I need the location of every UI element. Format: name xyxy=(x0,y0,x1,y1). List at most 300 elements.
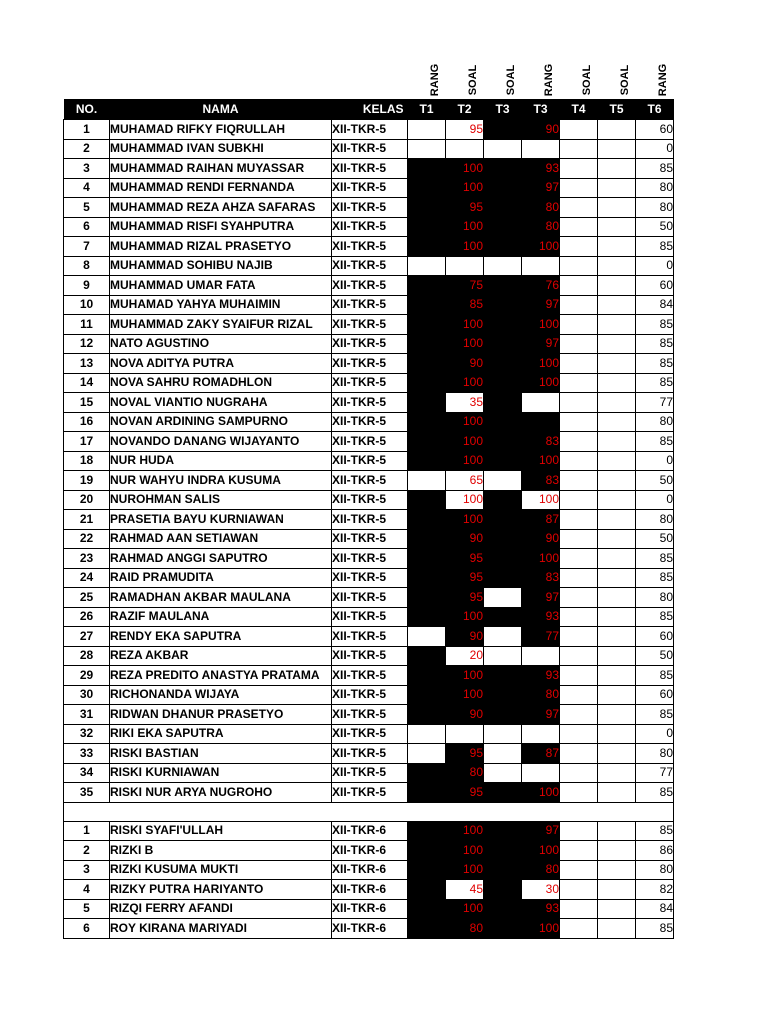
cell-t3 xyxy=(484,899,522,919)
cell-t1 xyxy=(408,627,446,647)
cell-t1 xyxy=(408,588,446,608)
score-t2: 95 xyxy=(446,120,484,140)
student-class: XII-TKR-5 xyxy=(332,666,408,686)
score-t2 xyxy=(446,724,484,744)
student-name: RENDY EKA SAPUTRA xyxy=(110,627,332,647)
score-t2: 100 xyxy=(446,373,484,393)
score-t6: 50 xyxy=(636,646,674,666)
table-row xyxy=(64,432,674,452)
cell-t3 xyxy=(484,373,522,393)
group-separator xyxy=(64,802,674,821)
score-t6: 84 xyxy=(636,899,674,919)
row-number: 35 xyxy=(64,783,110,803)
row-number: 13 xyxy=(64,354,110,374)
student-name: REZA AKBAR xyxy=(110,646,332,666)
cell-t3 xyxy=(484,412,522,432)
student-class: XII-TKR-5 xyxy=(332,373,408,393)
score-t6: 0 xyxy=(636,490,674,510)
student-class: XII-TKR-6 xyxy=(332,860,408,880)
score-t3: 80 xyxy=(522,685,560,705)
cell-t1 xyxy=(408,256,446,276)
score-t6: 80 xyxy=(636,744,674,764)
table-row xyxy=(64,744,674,764)
table-row xyxy=(64,821,674,841)
cell-t5 xyxy=(598,217,636,237)
cell-t1 xyxy=(408,919,446,939)
score-t3 xyxy=(522,256,560,276)
score-t2: 95 xyxy=(446,549,484,569)
cell-t5 xyxy=(598,178,636,198)
score-t2: 20 xyxy=(446,646,484,666)
table-row xyxy=(64,256,674,276)
score-t3: 30 xyxy=(522,880,560,900)
score-t3: 97 xyxy=(522,334,560,354)
row-number: 5 xyxy=(64,198,110,218)
cell-t1 xyxy=(408,841,446,861)
table-row xyxy=(64,295,674,315)
student-class: XII-TKR-6 xyxy=(332,841,408,861)
score-t2: 100 xyxy=(446,821,484,841)
score-t2: 95 xyxy=(446,568,484,588)
cell-t1 xyxy=(408,490,446,510)
row-number: 5 xyxy=(64,899,110,919)
row-number: 1 xyxy=(64,120,110,140)
student-class: XII-TKR-5 xyxy=(332,412,408,432)
cell-t4 xyxy=(560,237,598,257)
cell-t4 xyxy=(560,880,598,900)
score-t2: 100 xyxy=(446,860,484,880)
score-t6: 80 xyxy=(636,588,674,608)
cell-t4 xyxy=(560,334,598,354)
cell-t5 xyxy=(598,627,636,647)
cell-t4 xyxy=(560,763,598,783)
score-t2: 75 xyxy=(446,276,484,296)
score-t2: 90 xyxy=(446,529,484,549)
score-t3 xyxy=(522,646,560,666)
cell-t1 xyxy=(408,276,446,296)
cell-t3 xyxy=(484,139,522,159)
cell-t5 xyxy=(598,334,636,354)
header-kelas: KELAS xyxy=(332,99,408,120)
student-class: XII-TKR-5 xyxy=(332,237,408,257)
score-t3: 100 xyxy=(522,237,560,257)
score-t6: 0 xyxy=(636,451,674,471)
table-row xyxy=(64,276,674,296)
row-number: 3 xyxy=(64,159,110,179)
cell-t5 xyxy=(598,880,636,900)
score-t3: 97 xyxy=(522,705,560,725)
cell-t5 xyxy=(598,354,636,374)
cell-t5 xyxy=(598,744,636,764)
student-name: RICHONANDA WIJAYA xyxy=(110,685,332,705)
student-name: RIZKY PUTRA HARIYANTO xyxy=(110,880,332,900)
student-name: ROY KIRANA MARIYADI xyxy=(110,919,332,939)
student-name: RAMADHAN AKBAR MAULANA xyxy=(110,588,332,608)
student-name: MUHAMAD RIFKY FIQRULLAH xyxy=(110,120,332,140)
score-t6: 85 xyxy=(636,705,674,725)
header-t4: T4 xyxy=(560,99,598,120)
cell-t1 xyxy=(408,139,446,159)
table-row xyxy=(64,412,674,432)
score-t3: 100 xyxy=(522,373,560,393)
cell-t4 xyxy=(560,295,598,315)
row-number: 32 xyxy=(64,724,110,744)
cell-t5 xyxy=(598,510,636,530)
score-t6: 77 xyxy=(636,393,674,413)
student-name: MUHAMMAD UMAR FATA xyxy=(110,276,332,296)
header-t5: T5 xyxy=(598,99,636,120)
cell-t3 xyxy=(484,451,522,471)
score-t3: 80 xyxy=(522,198,560,218)
cell-t3 xyxy=(484,880,522,900)
table-row xyxy=(64,159,674,179)
cell-t1 xyxy=(408,899,446,919)
cell-t3 xyxy=(484,783,522,803)
student-class: XII-TKR-5 xyxy=(332,217,408,237)
score-t6: 60 xyxy=(636,120,674,140)
student-name: NOVA SAHRU ROMADHLON xyxy=(110,373,332,393)
score-t6: 85 xyxy=(636,432,674,452)
score-t2: 100 xyxy=(446,490,484,510)
row-number: 25 xyxy=(64,588,110,608)
student-name: RIZKI KUSUMA MUKTI xyxy=(110,860,332,880)
rotated-header: SOAL xyxy=(467,64,479,96)
cell-t4 xyxy=(560,159,598,179)
cell-t4 xyxy=(560,919,598,939)
row-number: 9 xyxy=(64,276,110,296)
student-class: XII-TKR-5 xyxy=(332,588,408,608)
table-row xyxy=(64,899,674,919)
table-row xyxy=(64,217,674,237)
table-row xyxy=(64,510,674,530)
score-t2: 80 xyxy=(446,763,484,783)
cell-t3 xyxy=(484,607,522,627)
cell-t4 xyxy=(560,899,598,919)
student-name: MUHAMAD YAHYA MUHAIMIN xyxy=(110,295,332,315)
cell-t5 xyxy=(598,724,636,744)
table-row xyxy=(64,568,674,588)
cell-t3 xyxy=(484,588,522,608)
cell-t4 xyxy=(560,256,598,276)
cell-t3 xyxy=(484,120,522,140)
student-class: XII-TKR-5 xyxy=(332,549,408,569)
score-t3: 97 xyxy=(522,178,560,198)
cell-t5 xyxy=(598,471,636,491)
score-t3: 83 xyxy=(522,432,560,452)
student-class: XII-TKR-5 xyxy=(332,334,408,354)
cell-t4 xyxy=(560,471,598,491)
cell-t4 xyxy=(560,841,598,861)
header-t1: T1 xyxy=(408,99,446,120)
table-row xyxy=(64,880,674,900)
row-number: 20 xyxy=(64,490,110,510)
score-t3: 100 xyxy=(522,783,560,803)
cell-t1 xyxy=(408,373,446,393)
cell-t1 xyxy=(408,354,446,374)
cell-t5 xyxy=(598,783,636,803)
header-t3b: T3 xyxy=(522,99,560,120)
score-t2: 100 xyxy=(446,666,484,686)
score-t3: 97 xyxy=(522,295,560,315)
score-t3: 87 xyxy=(522,510,560,530)
cell-t5 xyxy=(598,315,636,335)
cell-t5 xyxy=(598,276,636,296)
score-t2: 95 xyxy=(446,588,484,608)
cell-t3 xyxy=(484,549,522,569)
score-t3: 83 xyxy=(522,471,560,491)
cell-t1 xyxy=(408,334,446,354)
cell-t3 xyxy=(484,821,522,841)
row-number: 33 xyxy=(64,744,110,764)
score-t3: 100 xyxy=(522,354,560,374)
cell-t4 xyxy=(560,529,598,549)
row-number: 6 xyxy=(64,919,110,939)
cell-t5 xyxy=(598,821,636,841)
row-number: 1 xyxy=(64,821,110,841)
score-t3: 80 xyxy=(522,860,560,880)
cell-t5 xyxy=(598,237,636,257)
score-t6: 85 xyxy=(636,237,674,257)
cell-t1 xyxy=(408,412,446,432)
cell-t4 xyxy=(560,568,598,588)
score-t2: 100 xyxy=(446,685,484,705)
cell-t4 xyxy=(560,276,598,296)
cell-t4 xyxy=(560,588,598,608)
score-t6: 86 xyxy=(636,841,674,861)
student-name: MUHAMMAD RISFI SYAHPUTRA xyxy=(110,217,332,237)
score-t3: 100 xyxy=(522,919,560,939)
student-name: RISKI NUR ARYA NUGROHO xyxy=(110,783,332,803)
header-row xyxy=(64,99,674,120)
student-name: MUHAMMAD RAIHAN MUYASSAR xyxy=(110,159,332,179)
cell-t5 xyxy=(598,120,636,140)
score-t6: 60 xyxy=(636,276,674,296)
cell-t4 xyxy=(560,451,598,471)
cell-t4 xyxy=(560,510,598,530)
cell-t1 xyxy=(408,880,446,900)
separator-cell xyxy=(64,802,674,821)
score-t2: 90 xyxy=(446,627,484,647)
cell-t3 xyxy=(484,627,522,647)
cell-t1 xyxy=(408,549,446,569)
score-table xyxy=(63,99,674,939)
cell-t3 xyxy=(484,841,522,861)
score-t2: 100 xyxy=(446,432,484,452)
row-number: 6 xyxy=(64,217,110,237)
cell-t5 xyxy=(598,860,636,880)
score-t6: 60 xyxy=(636,685,674,705)
row-number: 15 xyxy=(64,393,110,413)
table-row xyxy=(64,783,674,803)
score-t2: 100 xyxy=(446,607,484,627)
score-t3: 97 xyxy=(522,588,560,608)
table-row xyxy=(64,354,674,374)
cell-t3 xyxy=(484,276,522,296)
score-t6: 80 xyxy=(636,412,674,432)
score-t3: 100 xyxy=(522,451,560,471)
cell-t5 xyxy=(598,256,636,276)
score-t6: 82 xyxy=(636,880,674,900)
student-name: RIZQI FERRY AFANDI xyxy=(110,899,332,919)
table-row xyxy=(64,198,674,218)
table-row xyxy=(64,724,674,744)
score-t6: 85 xyxy=(636,354,674,374)
score-t3: 93 xyxy=(522,666,560,686)
score-t2: 95 xyxy=(446,744,484,764)
cell-t4 xyxy=(560,705,598,725)
row-number: 28 xyxy=(64,646,110,666)
student-name: NOVA ADITYA PUTRA xyxy=(110,354,332,374)
cell-t4 xyxy=(560,373,598,393)
student-class: XII-TKR-5 xyxy=(332,744,408,764)
student-name: RIZKI B xyxy=(110,841,332,861)
cell-t3 xyxy=(484,529,522,549)
score-t3: 100 xyxy=(522,549,560,569)
score-t6: 50 xyxy=(636,217,674,237)
score-t3: 100 xyxy=(522,315,560,335)
table-row xyxy=(64,373,674,393)
cell-t1 xyxy=(408,295,446,315)
student-name: NUR WAHYU INDRA KUSUMA xyxy=(110,471,332,491)
student-class: XII-TKR-5 xyxy=(332,198,408,218)
student-name: NATO AGUSTINO xyxy=(110,334,332,354)
cell-t5 xyxy=(598,666,636,686)
student-name: REZA PREDITO ANASTYA PRATAMA xyxy=(110,666,332,686)
score-t6: 85 xyxy=(636,919,674,939)
rotated-header: SOAL xyxy=(505,64,517,96)
row-number: 14 xyxy=(64,373,110,393)
cell-t5 xyxy=(598,705,636,725)
row-number: 18 xyxy=(64,451,110,471)
cell-t5 xyxy=(598,685,636,705)
row-number: 22 xyxy=(64,529,110,549)
student-name: RISKI BASTIAN xyxy=(110,744,332,764)
student-class: XII-TKR-5 xyxy=(332,724,408,744)
cell-t5 xyxy=(598,919,636,939)
cell-t3 xyxy=(484,237,522,257)
student-name: RISKI SYAFI'ULLAH xyxy=(110,821,332,841)
student-name: NUROHMAN SALIS xyxy=(110,490,332,510)
student-name: RAID PRAMUDITA xyxy=(110,568,332,588)
header-nama: NAMA xyxy=(110,99,332,120)
table-row xyxy=(64,120,674,140)
score-t6: 85 xyxy=(636,373,674,393)
row-number: 11 xyxy=(64,315,110,335)
score-t6: 85 xyxy=(636,783,674,803)
row-number: 23 xyxy=(64,549,110,569)
table-row xyxy=(64,549,674,569)
score-t6: 77 xyxy=(636,763,674,783)
header-no: NO. xyxy=(64,99,110,120)
cell-t3 xyxy=(484,256,522,276)
table-row xyxy=(64,139,674,159)
score-t2: 100 xyxy=(446,315,484,335)
cell-t5 xyxy=(598,373,636,393)
cell-t4 xyxy=(560,490,598,510)
cell-t1 xyxy=(408,705,446,725)
cell-t3 xyxy=(484,315,522,335)
score-t2: 65 xyxy=(446,471,484,491)
score-t3: 93 xyxy=(522,899,560,919)
score-t6: 80 xyxy=(636,510,674,530)
student-name: MUHAMMAD RIZAL PRASETYO xyxy=(110,237,332,257)
student-class: XII-TKR-5 xyxy=(332,159,408,179)
score-t3 xyxy=(522,724,560,744)
student-class: XII-TKR-5 xyxy=(332,685,408,705)
student-class: XII-TKR-6 xyxy=(332,919,408,939)
table-row xyxy=(64,237,674,257)
row-number: 31 xyxy=(64,705,110,725)
cell-t3 xyxy=(484,198,522,218)
cell-t3 xyxy=(484,568,522,588)
score-t2: 100 xyxy=(446,412,484,432)
row-number: 17 xyxy=(64,432,110,452)
cell-t3 xyxy=(484,860,522,880)
table-row xyxy=(64,841,674,861)
cell-t3 xyxy=(484,334,522,354)
student-class: XII-TKR-5 xyxy=(332,139,408,159)
score-t2: 35 xyxy=(446,393,484,413)
cell-t5 xyxy=(598,432,636,452)
score-t3: 90 xyxy=(522,529,560,549)
cell-t5 xyxy=(598,899,636,919)
cell-t1 xyxy=(408,198,446,218)
student-name: RIDWAN DHANUR PRASETYO xyxy=(110,705,332,725)
table-row xyxy=(64,178,674,198)
cell-t4 xyxy=(560,393,598,413)
score-t6: 60 xyxy=(636,627,674,647)
score-t3 xyxy=(522,393,560,413)
cell-t1 xyxy=(408,471,446,491)
score-t2: 100 xyxy=(446,159,484,179)
score-t2: 100 xyxy=(446,217,484,237)
student-class: XII-TKR-5 xyxy=(332,607,408,627)
student-class: XII-TKR-5 xyxy=(332,354,408,374)
cell-t4 xyxy=(560,120,598,140)
cell-t3 xyxy=(484,666,522,686)
student-class: XII-TKR-5 xyxy=(332,705,408,725)
score-t6: 80 xyxy=(636,860,674,880)
cell-t4 xyxy=(560,646,598,666)
student-class: XII-TKR-5 xyxy=(332,315,408,335)
table-row xyxy=(64,393,674,413)
cell-t1 xyxy=(408,821,446,841)
cell-t3 xyxy=(484,705,522,725)
cell-t1 xyxy=(408,724,446,744)
student-class: XII-TKR-5 xyxy=(332,393,408,413)
rotated-header: RANG xyxy=(429,63,441,97)
row-number: 29 xyxy=(64,666,110,686)
row-number: 4 xyxy=(64,178,110,198)
score-t2: 100 xyxy=(446,178,484,198)
cell-t3 xyxy=(484,471,522,491)
cell-t5 xyxy=(598,763,636,783)
cell-t5 xyxy=(598,412,636,432)
cell-t1 xyxy=(408,685,446,705)
cell-t1 xyxy=(408,237,446,257)
score-t6: 85 xyxy=(636,549,674,569)
score-t2: 90 xyxy=(446,354,484,374)
student-class: XII-TKR-5 xyxy=(332,763,408,783)
row-number: 3 xyxy=(64,860,110,880)
student-name: RIKI EKA SAPUTRA xyxy=(110,724,332,744)
row-number: 4 xyxy=(64,880,110,900)
cell-t4 xyxy=(560,139,598,159)
score-t3 xyxy=(522,763,560,783)
table-row xyxy=(64,588,674,608)
cell-t1 xyxy=(408,860,446,880)
student-name: NOVAL VIANTIO NUGRAHA xyxy=(110,393,332,413)
